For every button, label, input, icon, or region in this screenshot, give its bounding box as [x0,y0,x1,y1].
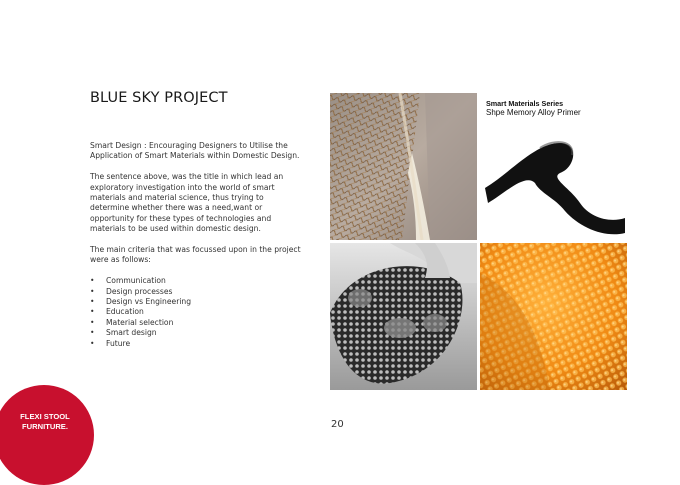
list-item-label: Education [106,307,144,317]
wire-mesh-photo [330,93,477,240]
list-item [90,297,305,307]
list-item-label: Communication [106,276,166,286]
bullet-icon: • [90,317,95,327]
brand-badge [0,385,94,485]
perforated-dome-photo [330,243,477,390]
criteria-list [90,276,305,349]
list-item-label: Future [106,338,131,348]
list-item [90,318,305,328]
orange-bubble-texture-photo [480,243,627,390]
series-title: Smart Materials Series [486,99,564,108]
paragraph-criteria-intro: The main criteria that was focussed upon in the project were as follows: [90,245,301,265]
brand-badge-label [10,412,80,432]
list-item [90,339,305,349]
list-item [90,287,305,297]
series-subtitle: Shpe Memory Alloy Primer [486,108,581,117]
page-number: 20 [331,419,344,430]
list-item [90,307,305,317]
image-collage [330,93,627,390]
paragraph-intro: Smart Design : Encouraging Designers to Utilise the Application of Smart Materials within Domestic Design. [90,141,300,161]
list-item-label: Smart design [106,328,157,338]
list-item-label: Material selection [106,317,174,327]
bullet-icon: • [90,276,95,286]
list-item-label: Design vs Engineering [106,297,192,307]
brand-badge-line-1: FLEXI STOOL [20,412,70,421]
list-item [90,276,305,286]
bullet-icon: • [90,286,95,296]
bullet-icon: • [90,338,95,348]
body-text [90,141,305,349]
paragraph-description: The sentence above, was the title in which lead an exploratory investigation into the world of smart materials and material science, thus trying to determine whether there was a need,want or opportunity for these types of technologies and materials to be used within domestic design. [90,172,284,234]
brand-badge-line-2: FURNITURE. [22,422,68,431]
list-item-label: Design processes [106,286,173,296]
shape-memory-alloy-photo [480,93,627,240]
bullet-icon: • [90,297,95,307]
bullet-icon: • [90,307,95,317]
bullet-icon: • [90,328,95,338]
list-item [90,328,305,338]
page-title: BLUE SKY PROJECT [90,90,228,106]
